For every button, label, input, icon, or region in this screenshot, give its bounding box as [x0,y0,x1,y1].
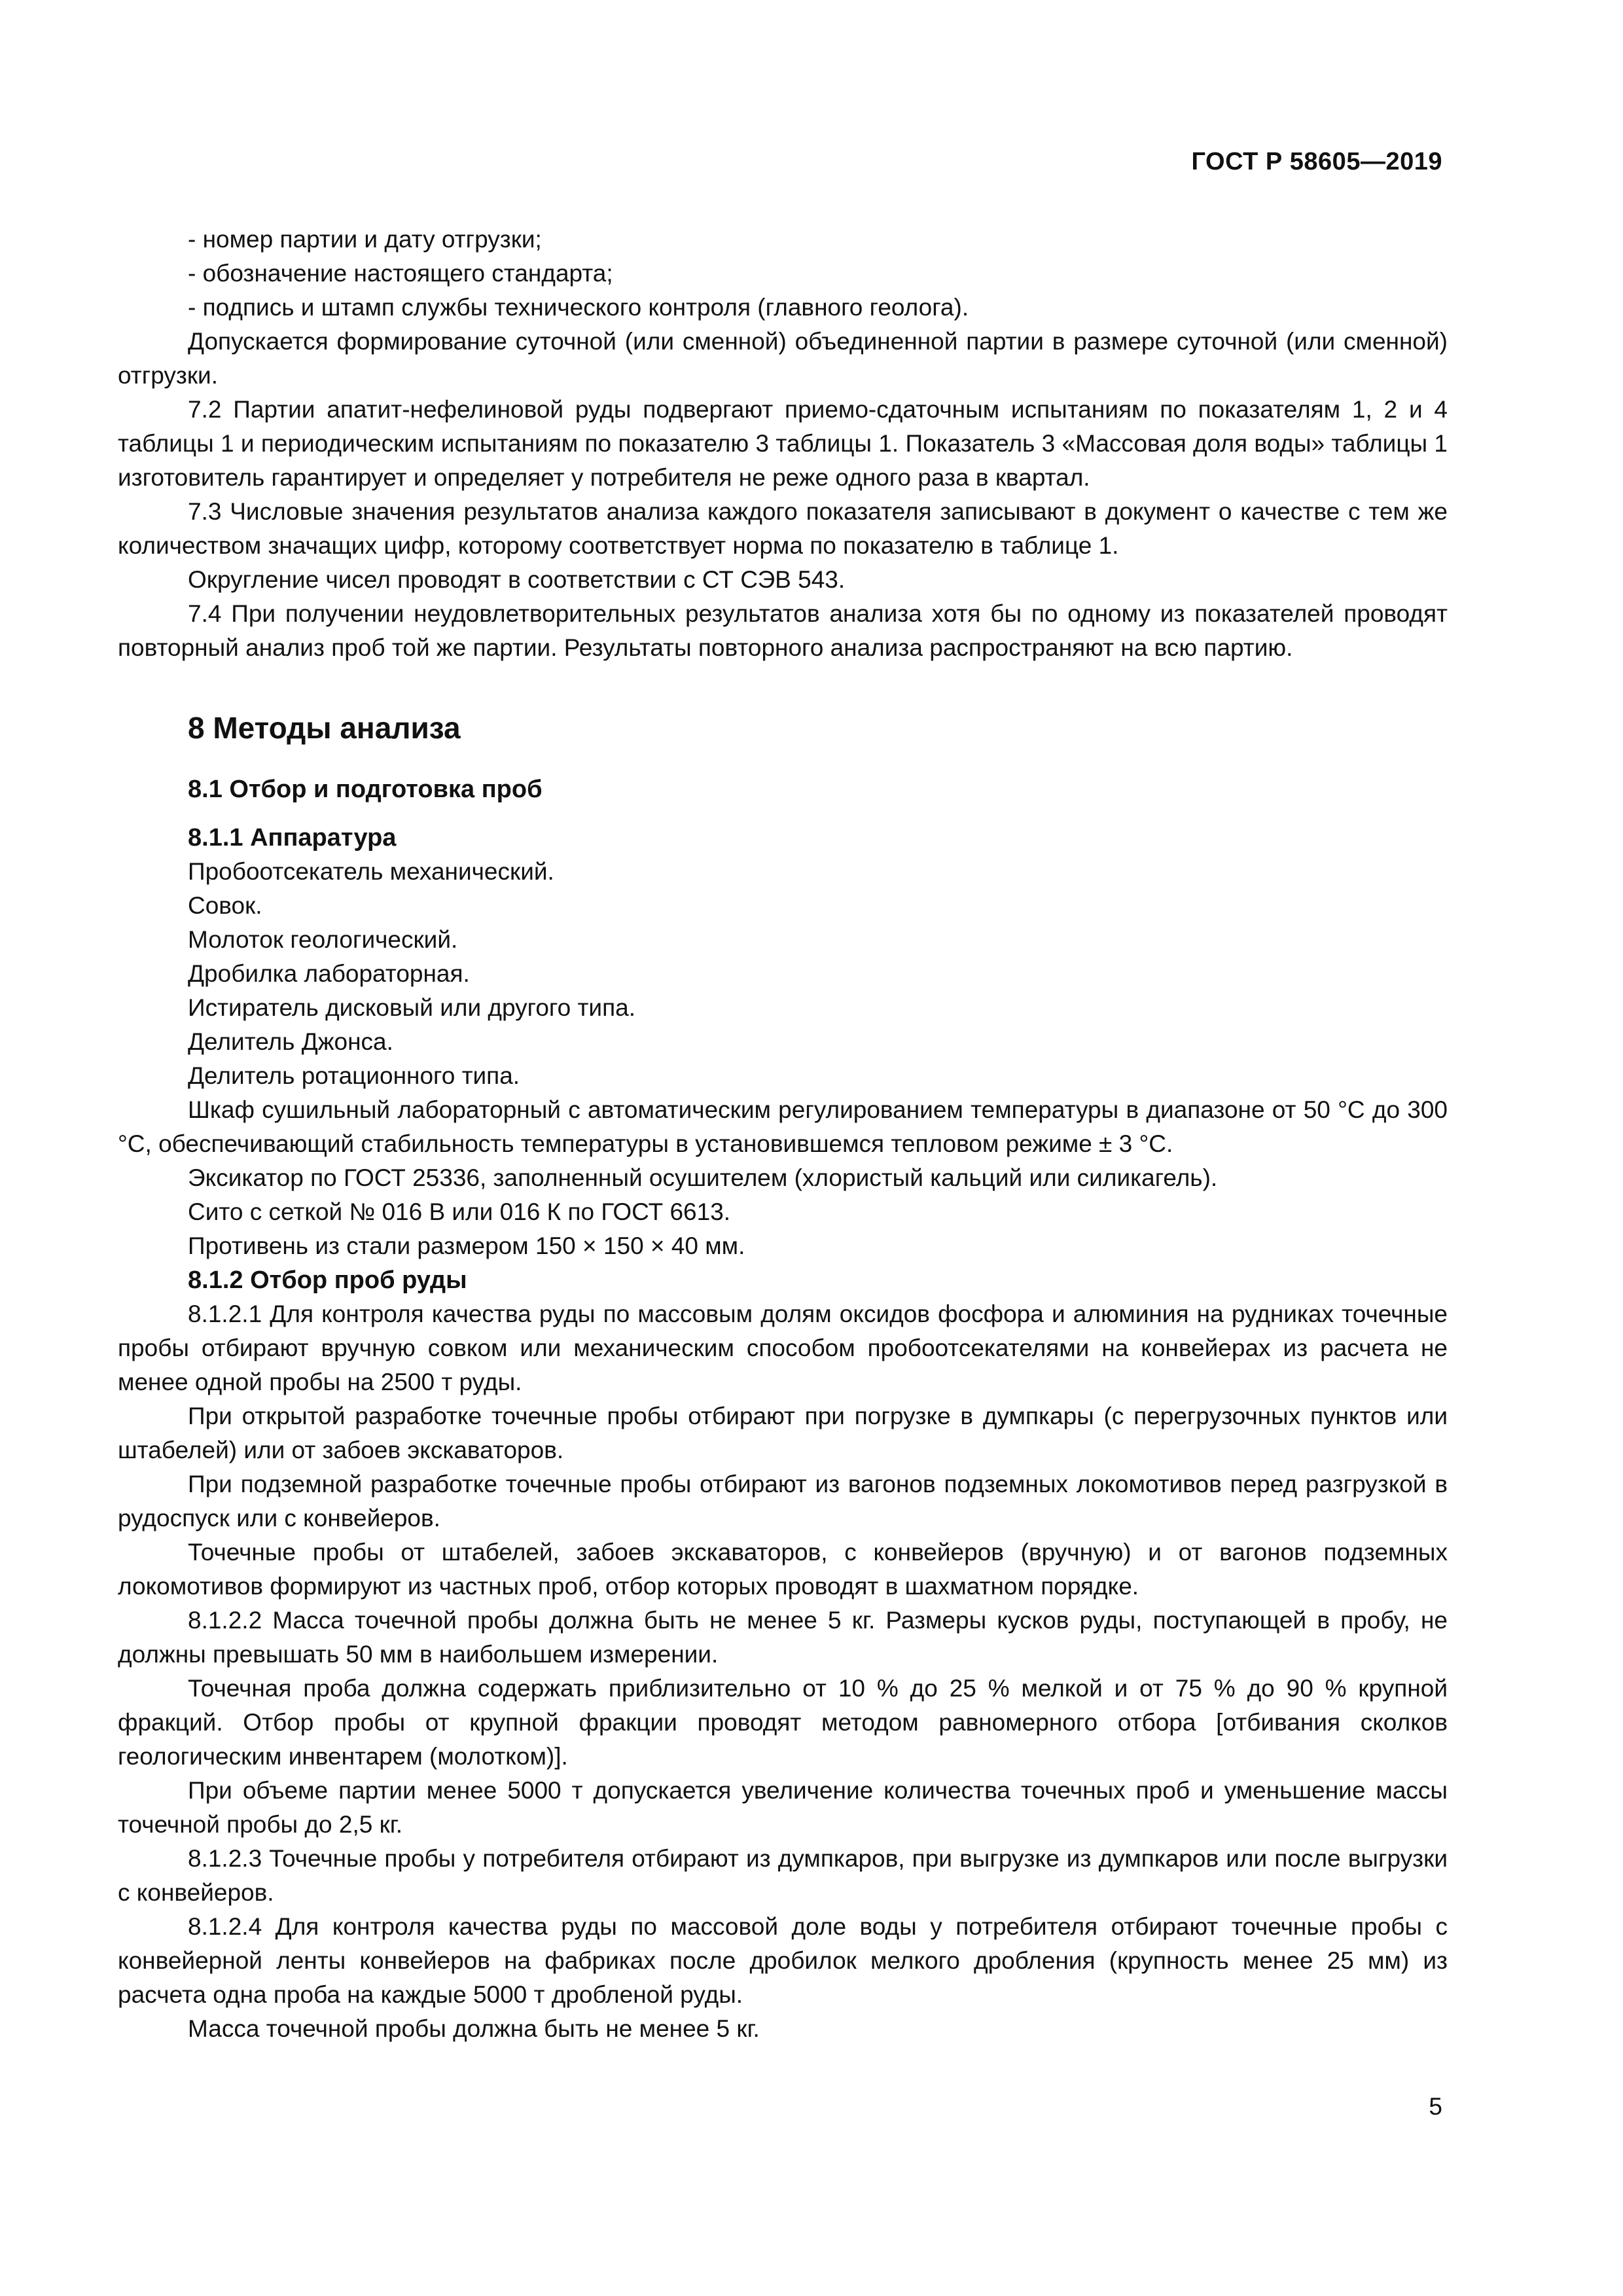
document-body [118,223,1448,2046]
equipment-item: Истиратель дисковый или другого типа. [188,994,635,1021]
equipment-item: Делитель ротационного типа. [188,1062,520,1089]
paragraph: Точечная проба должна содержать приблизительно от 10 % до 25 % мелкой и от 75 % до 90 % крупной фракций. Отбор пробы от крупной фракции проводят методом равномерного отбора [отбивания сколков геологическим инвентарем (молотком)]. [118,1675,1448,1770]
list-item: - номер партии и дату отгрузки; [188,226,542,253]
paragraph: 8.1.2.4 Для контроля качества руды по массовой доле воды у потребителя отбирают точечные пробы с конвейерной ленты конвейеров на фабриках после дробилок мелкого дробления (крупность менее 25 мм) из расчета одна проба на каждые 5000 т дробленой руды. [118,1913,1448,2008]
paragraph: Точечные пробы от штабелей, забоев экскаваторов, с конвейеров (вручную) и от вагонов подземных локомотивов формируют из частных проб, отбор которых проводят в шахматном порядке. [118,1539,1448,1600]
paragraph: При открытой разработке точечные пробы отбирают при погрузке в думпкары (с перегрузочных пунктов или штабелей) или от забоев экскаваторов. [118,1403,1448,1463]
paragraph: Округление чисел проводят в соответствии с СТ СЭВ 543. [188,566,846,593]
paragraph: Допускается формирование суточной (или сменной) объединенной партии в размере суточной (или сменной) отгрузки. [118,328,1448,389]
paragraph: При подземной разработке точечные пробы отбирают из вагонов подземных локомотивов перед разгрузкой в рудоспуск или с конвейеров. [118,1471,1448,1532]
equipment-item: Молоток геологический. [188,926,458,953]
paragraph: 8.1.2.3 Точечные пробы у потребителя отбирают из думпкаров, при выгрузке из думпкаров или после выгрузки с конвейеров. [118,1845,1448,1906]
section-heading: 8 Методы анализа [188,711,461,745]
equipment-item: Противень из стали размером 150 × 150 × 40 мм. [188,1232,745,1259]
list-item: - обозначение настоящего стандарта; [188,260,613,287]
equipment-item: Эксикатор по ГОСТ 25336, заполненный осушителем (хлористый кальций или силикагель). [188,1164,1218,1191]
paragraph: 7.3 Числовые значения результатов анализа каждого показателя записывают в документ о качестве с тем же количеством значащих цифр, которому соответствует норма по показателю в таблице 1. [118,498,1448,559]
list-item: - подпись и штамп службы технического контроля (главного геолога). [188,294,969,321]
paragraph: 7.4 При получении неудовлетворительных результатов анализа хотя бы по одному из показателей проводят повторный анализ проб той же партии. Результаты повторного анализа распространяют на всю партию. [118,600,1448,661]
paragraph: 8.1.2.2 Масса точечной пробы должна быть не менее 5 кг. Размеры кусков руды, поступающей в пробу, не должны превышать 50 мм в наибольшем измерении. [118,1607,1448,1668]
equipment-item: Делитель Джонса. [188,1028,393,1055]
paragraph: 7.2 Партии апатит-нефелиновой руды подвергают приемо-сдаточным испытаниям по показателям 1, 2 и 4 таблицы 1 и периодическим испытаниям по показателю 3 таблицы 1. Показатель 3 «Массовая доля воды» таблицы 1 изготовитель гарантирует и определяет у потребителя не реже одного раза в квартал. [118,396,1448,491]
paragraph: Масса точечной пробы должна быть не менее 5 кг. [188,2015,760,2042]
page-number: 5 [1429,2093,1442,2120]
subsection-heading: 8.1 Отбор и подготовка проб [188,776,543,803]
equipment-item: Дробилка лабораторная. [188,960,470,987]
paragraph: При объеме партии менее 5000 т допускается увеличение количества точечных проб и уменьшение массы точечной пробы до 2,5 кг. [118,1777,1448,1838]
paragraph: 8.1.2.1 Для контроля качества руды по массовым долям оксидов фосфора и алюминия на рудниках точечные пробы отбирают вручную совком или механическим способом пробоотсекателями на конвейерах из расчета не менее одной пробы на 2500 т руды. [118,1300,1448,1395]
equipment-item: Совок. [188,892,262,919]
equipment-item: Шкаф сушильный лабораторный с автоматическим регулированием температуры в диапазоне от 50 °С до 300 °С, обеспечивающий стабильность температуры в установившемся тепловом режиме ± 3 °С. [118,1096,1448,1157]
equipment-item: Сито с сеткой № 016 В или 016 К по ГОСТ 6613. [188,1198,731,1225]
equipment-item: Пробоотсекатель механический. [188,858,554,885]
standard-designation: ГОСТ Р 58605—2019 [1191,148,1442,175]
clause-heading: 8.1.2 Отбор проб руды [188,1266,467,1294]
clause-heading: 8.1.1 Аппаратура [188,824,397,852]
